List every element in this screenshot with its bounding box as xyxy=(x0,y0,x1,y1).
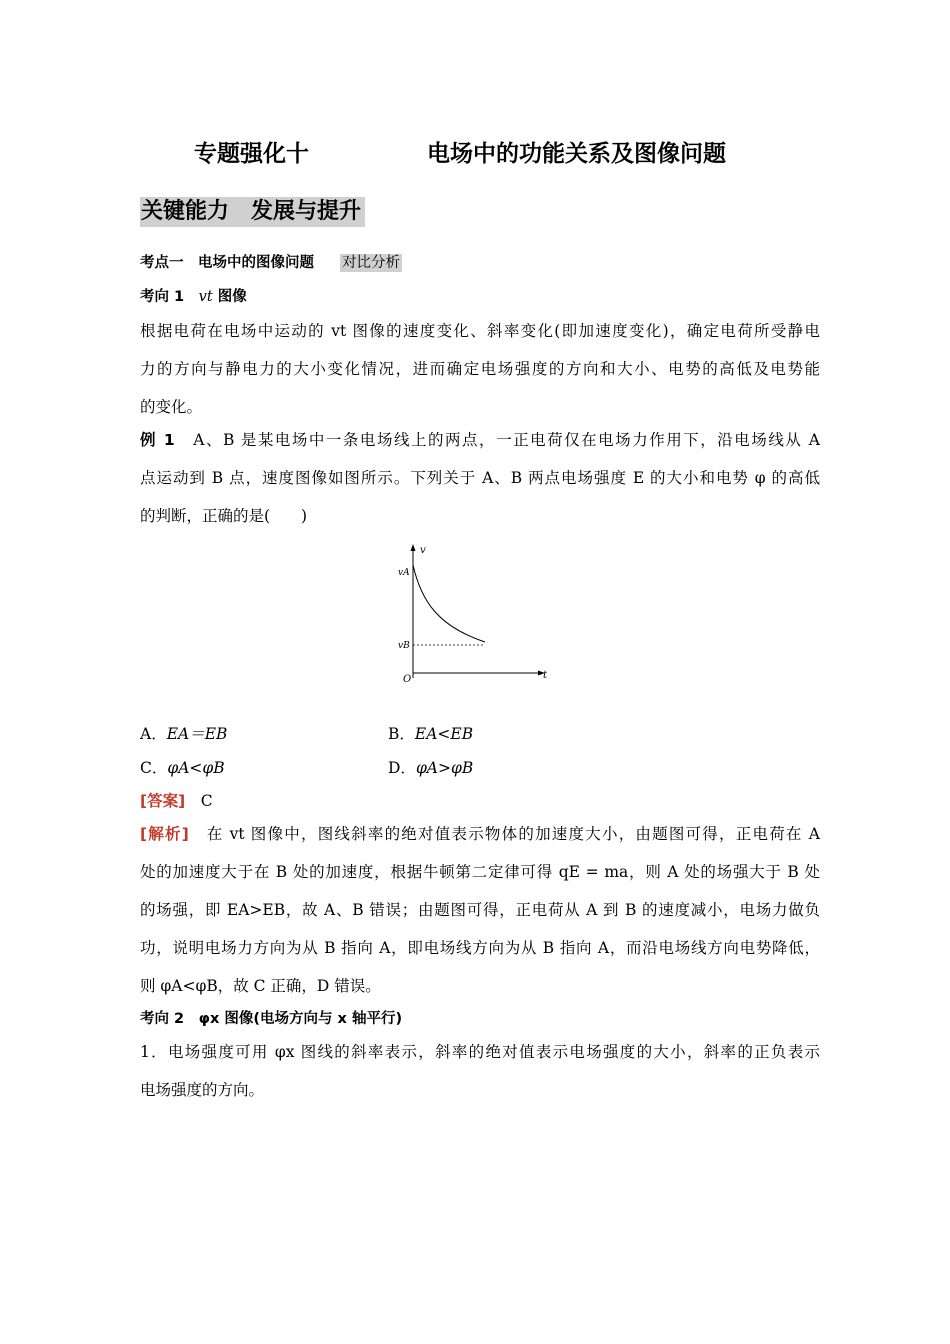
example-line: 例 1 A、B 是某电场中一条电场线上的两点，一正电荷仅在电场力作用下，沿电场线从 A xyxy=(140,431,820,449)
direction-2-heading: 考向 2 φx 图像(电场方向与 x 轴平行) xyxy=(140,1011,403,1027)
analysis-label: [解析] xyxy=(140,825,189,843)
analysis-line: 处的加速度大于在 B 处的加速度，根据牛顿第二定律可得 qE = ma，则 A 处的场强大于 B 处 xyxy=(140,863,820,881)
kaodian-tag: 对比分析 xyxy=(342,255,400,271)
option-a: A．EA＝EB xyxy=(140,725,228,743)
analysis-line: 的场强，即 EA>EB，故 A、B 错误；由题图可得，正电荷从 A 到 B 的速度减小，电场力做负 xyxy=(140,901,820,919)
example-line: 点运动到 B 点，速度图像如图所示。下列关于 A、B 两点电场强度 E 的大小和电势 φ 的高低 xyxy=(140,469,820,487)
paragraph-1-line: 的变化。 xyxy=(140,398,203,416)
vA-label: vA xyxy=(398,568,410,578)
title-part-1: 专题强化十 xyxy=(194,141,309,167)
answer-value: C xyxy=(200,792,213,810)
paragraph-2-line: 1．电场强度可用 φx 图线的斜率表示，斜率的绝对值表示电场强度的大小，斜率的正负表示 xyxy=(140,1043,820,1061)
vt-graph xyxy=(395,540,560,690)
vB-label: vB xyxy=(398,641,410,651)
kaodian-heading xyxy=(140,252,402,274)
paragraph-1-line: 力的方向与静电力的大小变化情况，进而确定电场强度的方向和大小、电势的高低及电势能 xyxy=(140,360,820,378)
direction-1-heading: 考向 1 vt 图像 xyxy=(140,289,247,305)
section-banner: 关键能力 发展与提升 xyxy=(140,197,365,227)
answer-label: [答案] xyxy=(140,792,186,810)
velocity-curve xyxy=(413,565,485,642)
option-d: D．φA>φB xyxy=(388,759,474,777)
v-axis-arrow xyxy=(411,544,416,551)
example-label: 例 1 xyxy=(140,431,175,449)
kaodian-label: 考点一 电场中的图像问题 xyxy=(140,255,314,271)
paragraph-1-line: 根据电荷在电场中运动的 vt 图像的速度变化、斜率变化(即加速度变化)，确定电荷所受静电 xyxy=(140,322,820,340)
analysis-line: [解析] 在 vt 图像中，图线斜率的绝对值表示物体的加速度大小，由题图可得，正电荷在 A xyxy=(140,825,820,843)
example-line: 的判断，正确的是( ) xyxy=(140,507,308,525)
answer-line xyxy=(140,790,820,812)
origin-label: O xyxy=(403,674,412,685)
option-c: C．φA<φB xyxy=(140,759,225,777)
paragraph-2-line: 电场强度的方向。 xyxy=(140,1081,265,1099)
v-axis-label: v xyxy=(420,545,426,556)
t-axis-label: t xyxy=(543,670,548,681)
analysis-line: 功，说明电场力方向为从 B 指向 A，即电场线方向为从 B 指向 A，而沿电场线方向电势降低， xyxy=(140,939,820,957)
option-b: B．EA<EB xyxy=(388,725,474,743)
analysis-line: 则 φA<φB，故 C 正确，D 错误。 xyxy=(140,977,381,995)
title-part-2: 电场中的功能关系及图像问题 xyxy=(427,141,726,167)
